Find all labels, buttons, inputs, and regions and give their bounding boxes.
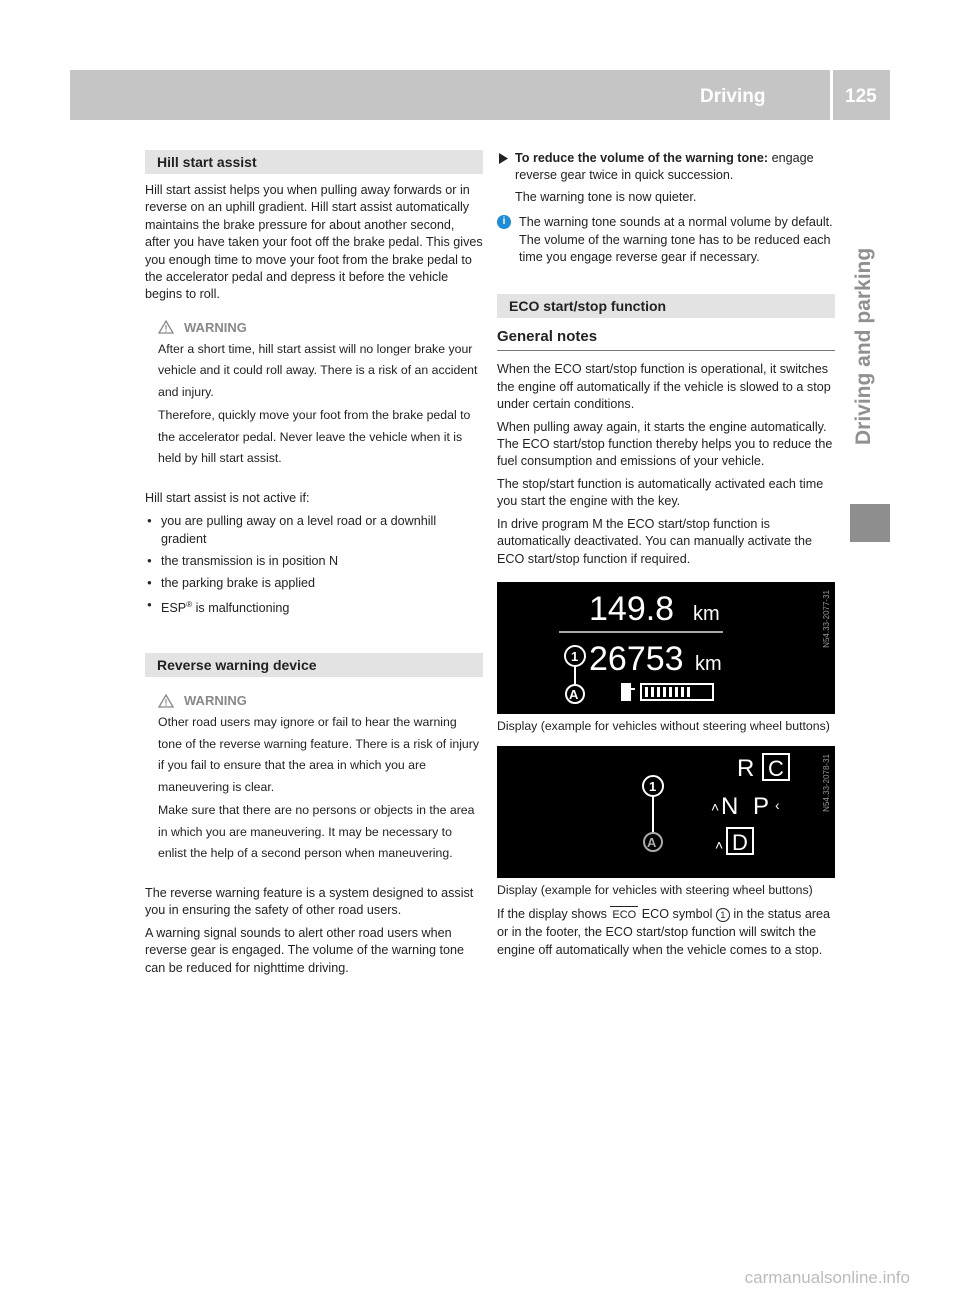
- hill-start-warning: [145, 314, 483, 478]
- eco-final-text: [497, 906, 835, 959]
- warning-label: WARNING: [184, 693, 247, 709]
- list-item: ● the transmission is in position N: [145, 552, 483, 570]
- step-instruction: To reduce the volume of the warning tone:: [515, 151, 769, 165]
- warning-text-1: After a short time, hill start assist will no longer brake your vehicle and it could roll away. There is a risk of an accident and injury.: [158, 341, 478, 399]
- arrow-right-icon: ‹: [775, 796, 780, 813]
- left-column: [145, 150, 483, 982]
- side-tab-marker: [850, 504, 890, 542]
- eco-text-3: The stop/start function is automatically activated each time you start the engine with the key.: [497, 476, 824, 509]
- not-active-intro: Hill start assist is not active if:: [145, 490, 310, 505]
- gear-n: N: [721, 792, 739, 820]
- figure-code: N54.33-2078-31: [822, 753, 831, 812]
- arrow-up-icon: ˄: [715, 836, 724, 853]
- display-1-caption: Display (example for vehicles without steering wheel buttons): [497, 718, 830, 733]
- gear-c: C: [768, 755, 784, 781]
- callout-1-number: 1: [571, 648, 579, 664]
- gear-d: D: [732, 829, 748, 855]
- volume-note: [497, 214, 835, 266]
- instrument-display-1: [497, 582, 835, 714]
- final-text-post: in the status area or in the footer, the ECO start/stop function will switch the engine off automatically when the vehicle comes to a stop.: [497, 906, 831, 957]
- warning-text-2: Make sure that there are no persons or objects in the area in which you are maneuvering. It may be necessary to enlist the help of a second person when maneuvering.: [158, 803, 475, 861]
- esp-text: ESP: [161, 601, 187, 616]
- header-bar: [70, 70, 890, 120]
- gear-p: P: [753, 792, 770, 820]
- warning-label: WARNING: [184, 319, 247, 335]
- gear-r: R: [737, 754, 755, 782]
- side-tab-label: Driving and parking: [852, 248, 875, 446]
- warning-text-1: Other road users may ignore or fail to hear the warning tone of the reverse warning feature. There is a risk of injury if you fail to ensure that the area in which you are maneuvering is clear.: [158, 715, 480, 794]
- warning-text-2: Therefore, quickly move your foot from the brake pedal to the accelerator pedal. Never leave the vehicle when it is held by hill start assist.: [158, 408, 471, 466]
- fuel-pump-icon: [621, 683, 635, 701]
- reverse-warning-heading: Reverse warning device: [145, 653, 483, 677]
- arrow-up-icon: ˄: [711, 798, 720, 815]
- right-column: [497, 150, 835, 964]
- figure-code: N54.33-2077-31: [822, 589, 831, 648]
- final-text-pre: If the display shows: [497, 906, 611, 921]
- odometer-unit: km: [695, 652, 722, 675]
- hill-start-intro: Hill start assist helps you when pulling away forwards or in reverse on an uphill gradient. Hill start assist automatically maintains the brake pressure for about another second, after you have taken your foot off the brake pedal. This gives you enough time to move your foot from the brake pedal to the accelerator pedal and depress it before the vehicle begins to roll.: [145, 183, 483, 302]
- volume-step: [497, 150, 835, 185]
- eco-letter: A: [647, 834, 657, 850]
- warning-triangle-icon: [158, 320, 174, 334]
- display-2-caption: Display (example for vehicles with steering wheel buttons): [497, 882, 813, 897]
- list-item: [145, 596, 483, 617]
- step-result: The warning tone is now quieter.: [515, 189, 697, 204]
- esp-suffix: is malfunctioning: [192, 601, 290, 616]
- fuel-gauge: [641, 684, 713, 700]
- eco-text-4: In drive program M the ECO start/stop function is automatically deactivated. You can manually activate the ECO start/stop function if required.: [497, 516, 813, 566]
- hill-start-heading: Hill start assist: [145, 150, 483, 174]
- odometer-value: 26753: [589, 639, 684, 678]
- callout-1-number: 1: [649, 778, 657, 794]
- list-item: ● you are pulling away on a level road or a downhill gradient: [145, 512, 483, 548]
- trip-unit: km: [693, 602, 720, 625]
- eco-text-2: When pulling away again, it starts the engine automatically. The ECO start/stop function thereby helps you to reduce the fuel consumption and emissions of your vehicle.: [497, 419, 833, 469]
- warning-title: [145, 320, 483, 335]
- reverse-warning: [145, 687, 483, 873]
- esp-registered-mark: ®: [186, 600, 193, 610]
- step-text: engage reverse gear twice in quick succession.: [515, 151, 814, 183]
- callout-ref: 1: [716, 908, 730, 922]
- eco-symbol-icon: ECO: [610, 906, 638, 924]
- eco-subheading: General notes: [497, 326, 835, 351]
- reverse-text-2: A warning signal sounds to alert other road users when reverse gear is engaged. The volume of the warning tone can be reduced for nighttime driving.: [145, 925, 465, 975]
- list-item: ● the parking brake is applied: [145, 574, 483, 592]
- eco-letter: A: [569, 686, 579, 702]
- display-with-steering-buttons: [497, 746, 835, 878]
- not-active-list: [145, 512, 483, 617]
- final-text-mid: ECO symbol: [638, 906, 716, 921]
- reverse-text-1: The reverse warning feature is a system designed to assist you in ensuring the safety of other road users.: [145, 885, 474, 918]
- warning-triangle-icon: [158, 694, 174, 708]
- warning-title: [145, 693, 483, 708]
- watermark: carmanualsonline.info: [744, 1268, 910, 1287]
- header-section-title: Driving: [700, 86, 766, 107]
- page-number: 125: [845, 86, 877, 107]
- info-icon: i: [497, 215, 511, 229]
- step-arrow-icon: [499, 153, 508, 164]
- header-divider: [830, 70, 833, 120]
- instrument-display-2: [497, 746, 835, 878]
- display-without-steering-buttons: [497, 582, 835, 714]
- eco-text-1: When the ECO start/stop function is operational, it switches the engine off automatically if the vehicle is slowed to a stop under certain conditions.: [497, 362, 831, 412]
- note-text: The warning tone sounds at a normal volume by default. The volume of the warning tone has to be reduced each time you engage reverse gear if necessary.: [519, 215, 833, 265]
- trip-value: 149.8: [589, 589, 675, 628]
- eco-heading: ECO start/stop function: [497, 294, 835, 318]
